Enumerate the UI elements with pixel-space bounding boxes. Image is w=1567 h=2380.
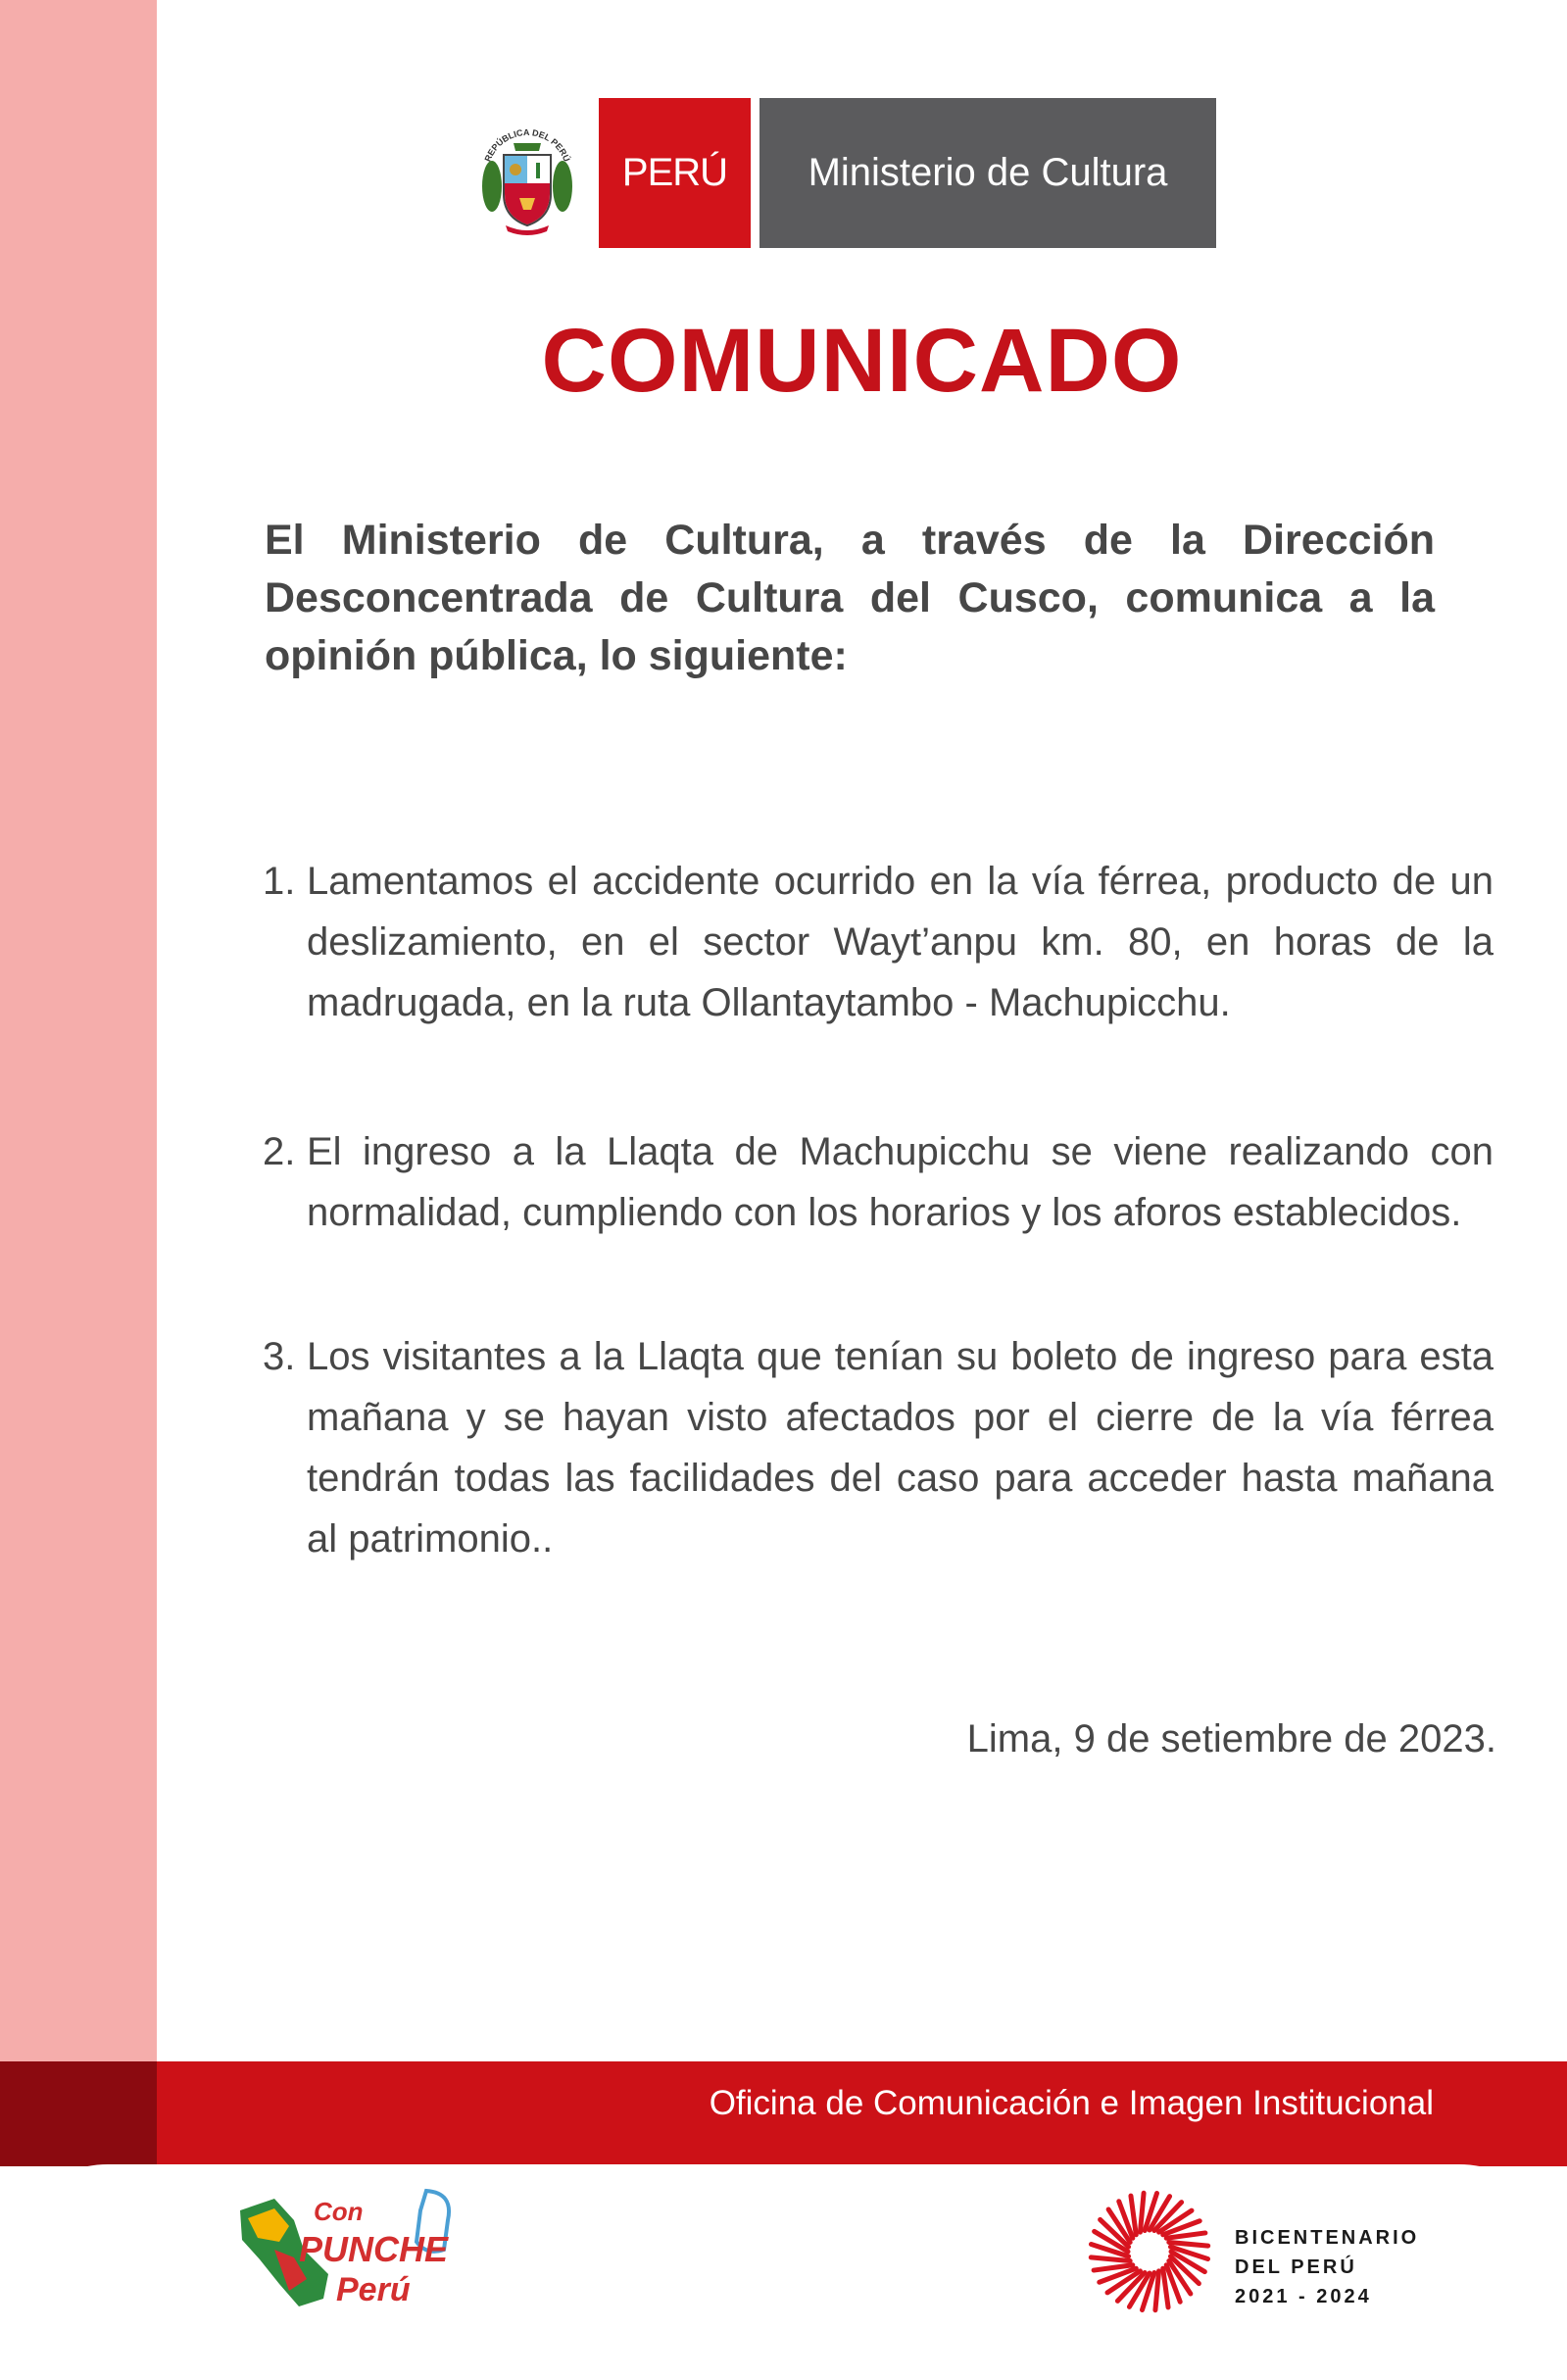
document-title: COMUNICADO <box>541 311 1183 411</box>
sunburst-ray <box>1169 2242 1208 2246</box>
sunburst-ray <box>1140 2193 1144 2232</box>
bicentenario-text <box>1235 2223 1419 2311</box>
svg-text:Con: Con <box>314 2197 364 2226</box>
bicentenario-sunburst-logo <box>1086 2188 1213 2315</box>
ministry-label: Ministerio de Cultura <box>808 151 1168 194</box>
list-item-text: Lamentamos el accidente ocurrido en la vía férrea, producto de un deslizamiento, en el sector Wayt’anpu km. 80, en horas de la madrugada, en la ruta Ollantaytambo - Machupicchu. <box>307 860 1494 1024</box>
list-item-number: 1. <box>263 860 296 903</box>
document-date: Lima, 9 de setiembre de 2023. <box>966 1717 1496 1760</box>
side-stripe <box>0 0 157 2166</box>
peru-label-box <box>599 98 751 248</box>
svg-text:Perú: Perú <box>336 2271 411 2308</box>
intro-paragraph: El Ministerio de Cultura, a través de la Dirección Desconcentrada de Cultura del Cusco, comunica a la opinión pública, lo siguiente: <box>265 517 1435 679</box>
ministry-label-box <box>759 98 1216 248</box>
peru-label: PERÚ <box>621 151 728 194</box>
coat-of-arms-icon <box>474 120 580 237</box>
list-item <box>263 851 1494 1033</box>
bicentenario-line-3: 2021 - 2024 <box>1235 2286 1372 2307</box>
svg-text:PUNCHE: PUNCHE <box>299 2229 449 2269</box>
con-punche-peru-logo <box>220 2181 465 2313</box>
svg-text:REPÚBLICA DEL PERÚ: REPÚBLICA DEL PERÚ <box>482 126 572 164</box>
sunburst-ray <box>1155 2271 1159 2310</box>
list-item-text: El ingreso a la Llaqta de Machupicchu se viene realizando con normalidad, cumpliendo con los horarios y los aforos establecidos. <box>307 1130 1494 1234</box>
list-item <box>263 1326 1494 1569</box>
footer-office-text: Oficina de Comunicación e Imagen Institucional <box>709 2084 1434 2122</box>
sunburst-ray <box>1091 2257 1130 2261</box>
bicentenario-line-2: DEL PERÚ <box>1235 2256 1357 2278</box>
bicentenario-line-1: BICENTENARIO <box>1235 2227 1420 2249</box>
list-item-number: 2. <box>263 1130 296 1173</box>
list-item <box>263 1121 1494 1243</box>
statement-list <box>263 851 1494 1569</box>
footer-corner-block <box>0 2061 157 2166</box>
list-item-text: Los visitantes a la Llaqta que tenían su boleto de ingreso para esta mañana y se hayan visto afectados por el cierre de la vía férrea tendrán todas las facilidades del caso para acceder hasta mañana al patrimonio.. <box>307 1335 1494 1561</box>
list-item-number: 3. <box>263 1335 296 1378</box>
